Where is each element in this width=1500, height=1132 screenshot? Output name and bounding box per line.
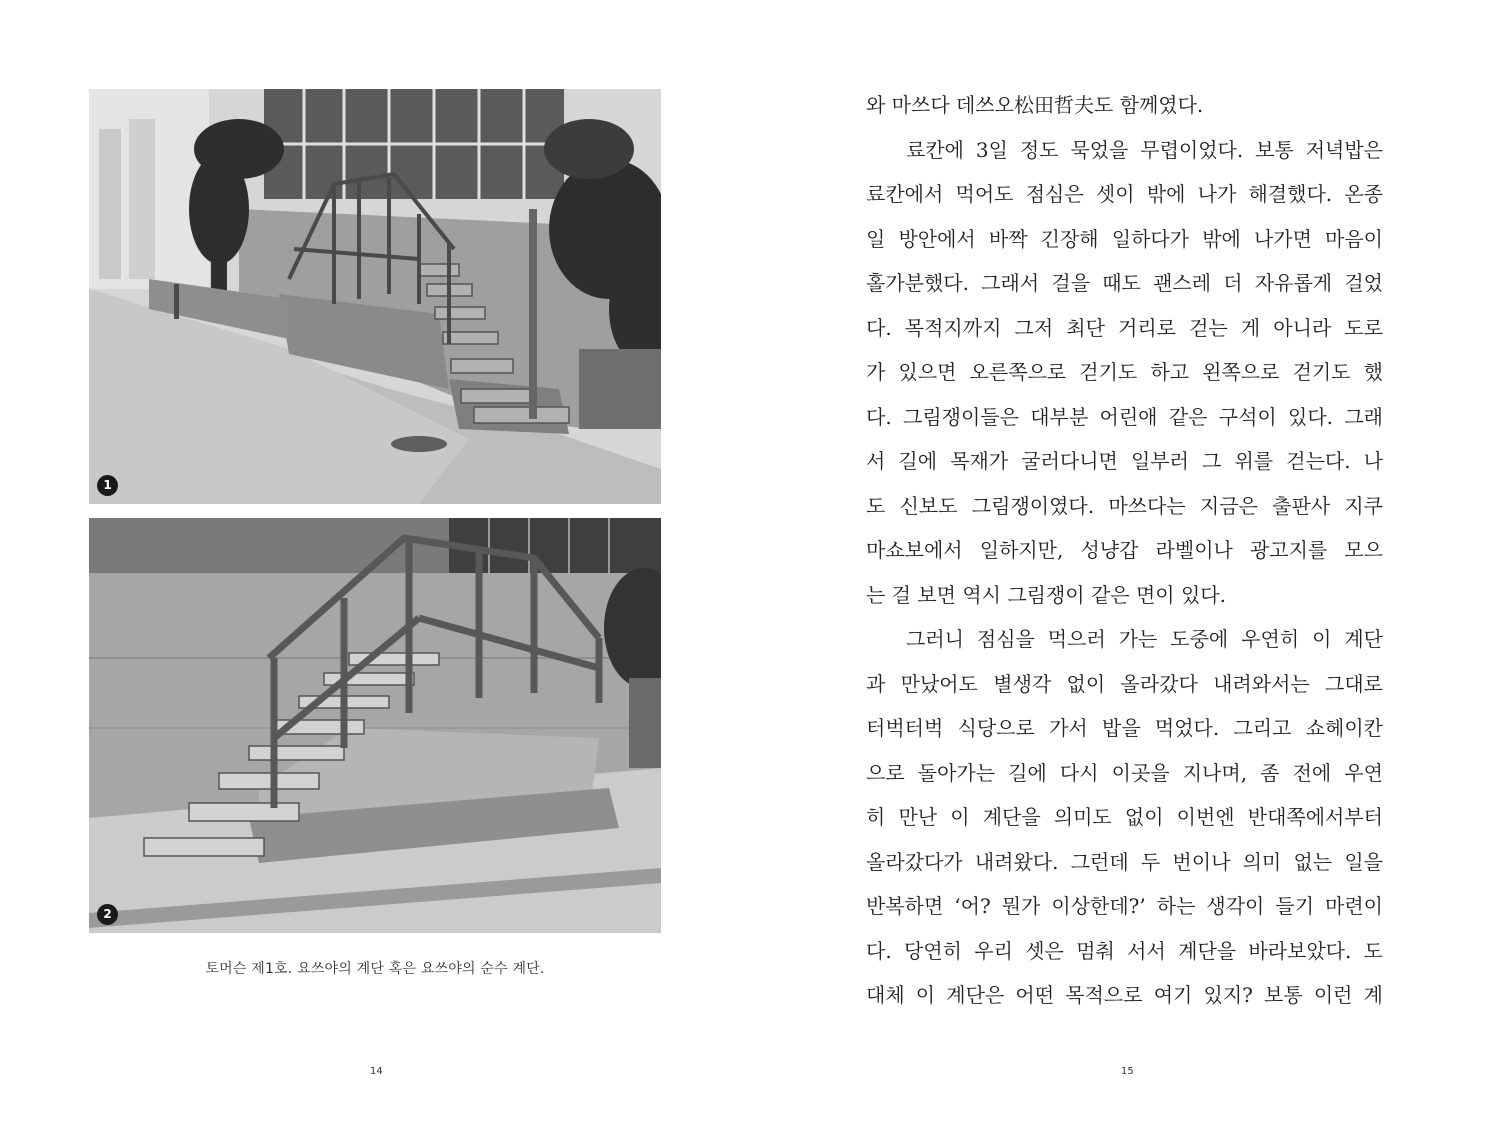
text-line: 와 마쓰다 데쓰오松田哲夫도 함께였다.: [866, 93, 1204, 117]
text-line: 히 만난 이 계단을 의미도 없이 이번엔 반대쪽에서부터: [866, 805, 1383, 829]
text-line: 다. 목적지까지 그저 최단 거리로 걷는 게 아니라 도로: [866, 315, 1383, 340]
photo-caption: 토머슨 제1호. 요쓰야의 계단 혹은 요쓰야의 순수 계단.: [205, 961, 545, 977]
text-line: 반복하면 ‘어? 뭔가 이상한데?’ 하는 생각이 들기 마련이: [866, 894, 1383, 918]
right-page: [750, 0, 1500, 1132]
photo-number-badge-2: 2: [97, 904, 118, 925]
text-line: 다. 당연히 우리 셋은 멈춰 서서 계단을 바라보았다. 도: [866, 938, 1383, 963]
photo-stairs-closeup: [89, 518, 661, 933]
text-line: 료칸에서 먹어도 점심은 셋이 밖에 나가 해결했다. 온종: [866, 182, 1383, 206]
text-line: 홀가분했다. 그래서 걸을 때도 괜스레 더 자유롭게 걸었: [866, 271, 1383, 295]
staircase-photo-1-image: [89, 89, 661, 504]
text-line: 다. 그림쟁이들은 대부분 어린애 같은 구석이 있다. 그래: [866, 404, 1383, 429]
text-line: 는 걸 보면 역시 그림쟁이 같은 면이 있다.: [866, 582, 1226, 607]
text-line: 서 길에 목재가 굴러다니면 일부러 그 위를 걷는다. 나: [866, 449, 1383, 473]
page-number-left: 14: [370, 1066, 383, 1077]
text-line: 대체 이 계단은 어떤 목적으로 여기 있지? 보통 이런 계: [866, 983, 1383, 1007]
text-line: 도 신보도 그림쟁이였다. 마쓰다는 지금은 출판사 지쿠: [866, 493, 1383, 518]
text-line: 가 있으면 오른쪽으로 걷기도 하고 왼쪽으로 걷기도 했: [866, 360, 1383, 384]
photo-stairs-street-view: [89, 89, 661, 504]
text-line: 터벅터벅 식당으로 가서 밥을 먹었다. 그리고 쇼헤이칸: [866, 716, 1383, 740]
page-number-right: 15: [1121, 1066, 1134, 1077]
text-line: 그러니 점심을 먹으러 가는 도중에 우연히 이 계단: [906, 627, 1383, 651]
text-line: 과 만났어도 별생각 없이 올라갔다 내려와서는 그대로: [866, 671, 1383, 696]
text-line: 일 방안에서 바짝 긴장해 일하다가 밖에 나가면 마음이: [866, 226, 1383, 251]
text-line: 올라갔다가 내려왔다. 그런데 두 번이나 의미 없는 일을: [866, 849, 1383, 874]
staircase-photo-2-image: [89, 518, 661, 933]
text-line: 으로 돌아가는 길에 다시 이곳을 지나며, 좀 전에 우연: [866, 760, 1383, 785]
photo-number-badge-1: 1: [97, 475, 118, 496]
text-line: 료칸에 3일 정도 묵었을 무렵이었다. 보통 저녁밥은: [906, 137, 1383, 162]
text-line: 마쇼보에서 일하지만, 성냥갑 라벨이나 광고지를 모으: [866, 538, 1383, 562]
body-text: [866, 83, 1383, 1018]
